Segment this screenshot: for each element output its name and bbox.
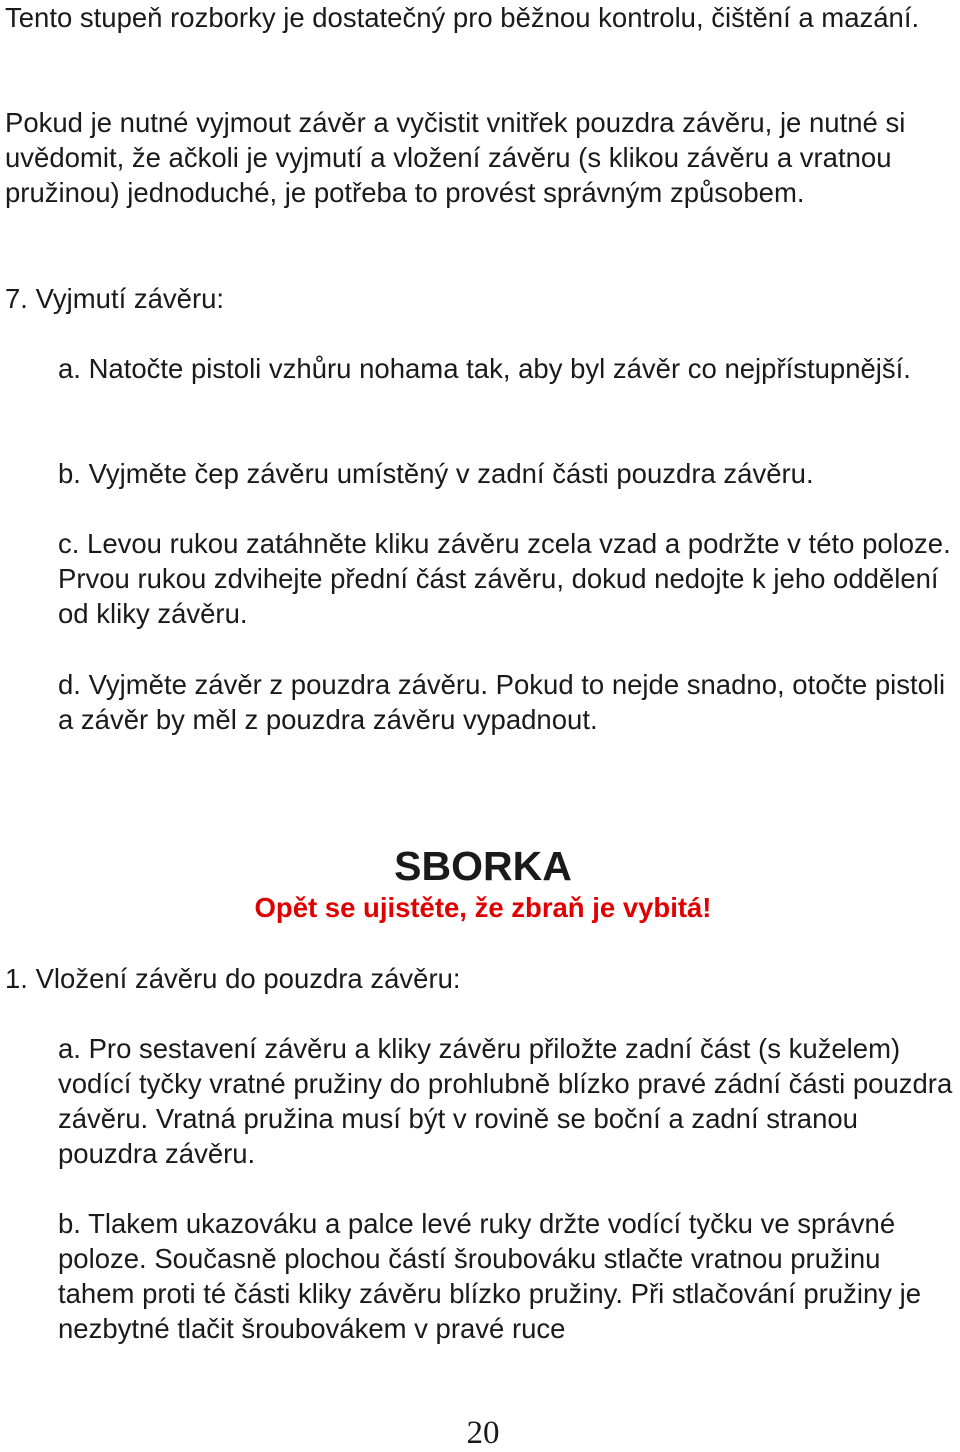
- step-1b: b. Tlakem ukazováku a palce levé ruky držte vodící tyčku ve správné poloze. Současně plochou částí šroubováku stlačte vratnou pružinu tahem proti té části kliky závěru blízko pružiny. Při stlačování pružiny je nezbytné tlačit šroubovákem v pravé ruce: [58, 1208, 922, 1344]
- page-number: 20: [466, 1415, 500, 1451]
- section-7-heading: 7. Vyjmutí závěru:: [5, 283, 225, 314]
- assembly-heading: 1. Vložení závěru do pouzdra závěru:: [5, 963, 461, 994]
- step-7a: a. Natočte pistoli vzhůru nohama tak, aby byl závěr co nejpřístupnější.: [58, 353, 911, 384]
- intro-paragraph-2: Pokud je nutné vyjmout závěr a vyčistit vnitřek pouzdra závěru, je nutné si uvědomit, že ačkoli je vyjmutí a vložení závěru (s klikou závěru a vratnou pružinou) jednoduché, je potřeba to provést správným způsobem.: [5, 107, 906, 208]
- intro-paragraph-1: Tento stupeň rozborky je dostatečný pro běžnou kontrolu, čištění a mazání.: [5, 2, 920, 33]
- assembly-warning: Opět se ujistěte, že zbraň je vybitá!: [254, 892, 712, 923]
- step-7b: b. Vyjměte čep závěru umístěný v zadní části pouzdra závěru.: [58, 458, 814, 489]
- assembly-title: SBORKA: [394, 843, 572, 889]
- step-1a: a. Pro sestavení závěru a kliky závěru přiložte zadní část (s kuželem) vodící tyčky vratné pružiny do prohlubně blízko pravé zádní části pouzdra závěru. Vratná pružina musí být v rovině se boční a zadní stranou pouzdra závěru.: [58, 1033, 953, 1169]
- step-7d: d. Vyjměte závěr z pouzdra závěru. Pokud to nejde snadno, otočte pistoli a závěr by měl z pouzdra závěru vypadnout.: [58, 669, 946, 735]
- step-7c: c. Levou rukou zatáhněte kliku závěru zcela vzad a podržte v této poloze. Prvou rukou zdvihejte přední část závěru, dokud nedojte k jeho oddělení od kliky závěru.: [58, 528, 951, 629]
